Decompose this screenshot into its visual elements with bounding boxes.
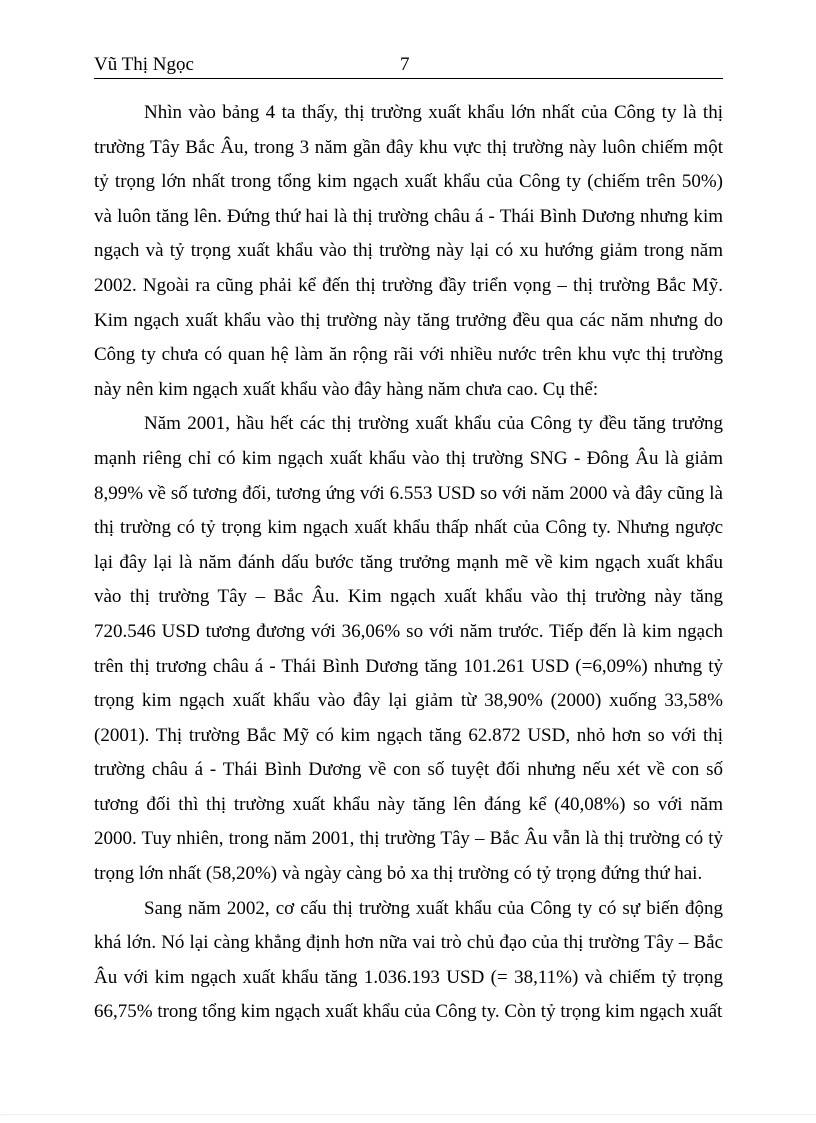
page-bottom-divider bbox=[0, 1114, 816, 1115]
page-number: 7 bbox=[400, 54, 410, 75]
paragraph-1: Nhìn vào bảng 4 ta thấy, thị trường xuất khẩu lớn nhất của Công ty là thị trường Tây Bắc Âu, trong 3 năm gần đây khu vực thị trường này luôn chiếm một tỷ trọng lớn nhất trong tổng kim ngạch xuất khẩu của Công ty (chiếm trên 50%) và luôn tăng lên. Đứng thứ hai là thị trường châu á - Thái Bình Dương nhưng kim ngạch và tỷ trọng xuất khẩu vào thị trường này lại có xu hướng giảm trong năm 2002. Ngoài ra cũng phải kể đến thị trường đầy triển vọng – thị trường Bắc Mỹ. Kim ngạch xuất khẩu vào thị trường này tăng trưởng đều qua các năm nhưng do Công ty chưa có quan hệ làm ăn rộng rãi với nhiều nước trên khu vực thị trường này nên kim ngạch xuất khẩu vào đây hàng năm chưa cao. Cụ thể: bbox=[94, 102, 723, 400]
paragraph-3: Sang năm 2002, cơ cấu thị trường xuất khẩu của Công ty có sự biến động khá lớn. Nó lại càng khẳng định hơn nữa vai trò chủ đạo của thị trường Tây – Bắc Âu với kim ngạch xuất khẩu tăng 1.036.193 USD (= 38,11%) và chiếm tỷ trọng 66,75% trong tổng kim ngạch xuất khẩu của Công ty. Còn tỷ trọng kim ngạch xuất bbox=[94, 897, 723, 1023]
paragraph-2: Năm 2001, hầu hết các thị trường xuất khẩu của Công ty đều tăng trưởng mạnh riêng chỉ có kim ngạch xuất khẩu vào thị trường SNG - Đông Âu là giảm 8,99% về số tương đối, tương ứng với 6.553 USD so với năm 2000 và đây cũng là thị trường có tỷ trọng kim ngạch xuất khẩu thấp nhất của Công ty. Nhưng ngược lại đây lại là năm đánh dấu bước tăng trưởng mạnh mẽ về kim ngạch xuất khẩu vào thị trường Tây – Bắc Âu. Kim ngạch xuất khẩu vào thị trường này tăng 720.546 USD tương đương với 36,06% so với năm trước. Tiếp đến là kim ngạch trên thị trương châu á - Thái Bình Dương tăng 101.261 USD (=6,09%) nhưng tỷ trọng kim ngạch xuất khẩu vào đây lại giảm từ 38,90% (2000) xuống 33,58% (2001). Thị trường Bắc Mỹ có kim ngạch tăng 62.872 USD, nhỏ hơn so với thị trường châu á - Thái Bình Dương về con số tuyệt đối nhưng nếu xét về con số tương đối thì thị trường xuất khẩu này tăng lên đáng kể (40,08%) so với năm 2000. Tuy nhiên, trong năm 2001, thị trường Tây – Bắc Âu vẫn là thị trường có tỷ trọng lớn nhất (58,20%) và ngày càng bỏ xa thị trường có tỷ trọng đứng thứ hai. bbox=[94, 413, 723, 885]
header-author: Vũ Thị Ngọc bbox=[94, 54, 194, 75]
page-header bbox=[94, 52, 723, 79]
document-body bbox=[94, 96, 723, 1030]
